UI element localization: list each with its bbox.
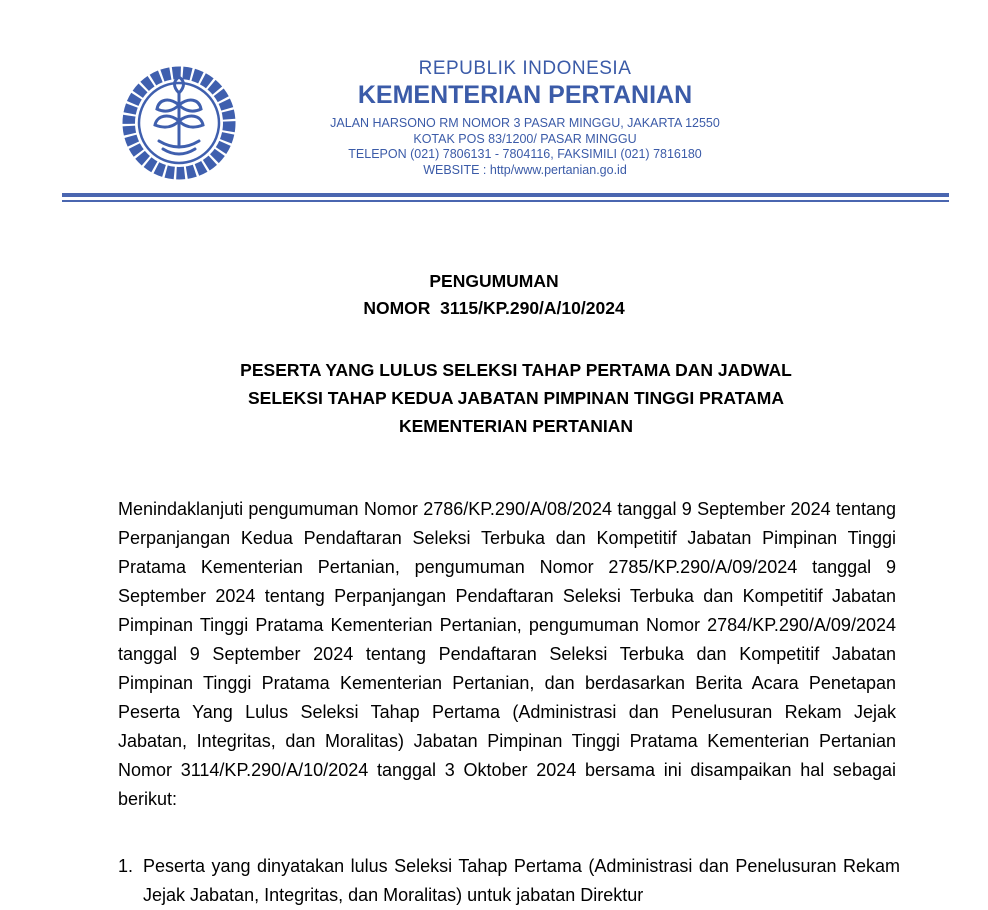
body-paragraph: Menindaklanjuti pengumuman Nomor 2786/KP.290/A/08/2024 tanggal 9 September 2024 tentang Perpanjangan Kedua Pendaftaran Seleksi Terbuka dan Kompetitif Jabatan Pimpinan Tinggi Pratama Kementerian Pertanian, pengumuman Nomor 2785/KP.290/A/09/2024 tanggal 9 September 2024 tentang Perpanjangan Pendaftaran Seleksi Terbuka dan Kompetitif Jabatan Pimpinan Tinggi Pratama Kementerian Pertanian, pengumuman Nomor 2784/KP.290/A/09/2024 tanggal 9 September 2024 tentang Pendaftaran Seleksi Terbuka dan Kompetitif Jabatan Pimpinan Tinggi Pratama Kementerian Pertanian, dan berdasarkan Berita Acara Penetapan Peserta Yang Lulus Seleksi Tahap Pertama (Administrasi dan Penelusuran Rekam Jejak Jabatan, Integritas, dan Moralitas) Jabatan Pimpinan Tinggi Pratama Kementerian Pertanian Nomor 3114/KP.290/A/10/2024 tanggal 3 Oktober 2024 bersama ini disampaikan hal sebagai berikut: [118, 499, 896, 809]
document-subject [0, 356, 988, 440]
letterhead-phone-line: TELEPON (021) 7806131 - 7804116, FAKSIMILI (021) 7816180 [348, 147, 702, 161]
letterhead-divider-thick [62, 193, 949, 197]
letterhead-ministry: KEMENTERIAN PERTANIAN [357, 81, 693, 109]
subject-line-2: SELEKSI TAHAP KEDUA JABATAN PIMPINAN TINGGI PRATAMA [247, 388, 785, 408]
list-item-text: Peserta yang dinyatakan lulus Seleksi Tahap Pertama (Administrasi dan Penelusuran Rekam Jejak Jabatan, Integritas, dan Moralitas) untuk jabatan Direktur [143, 856, 900, 905]
subject-line-3: KEMENTERIAN PERTANIAN [399, 416, 633, 436]
letterhead-website-line: WEBSITE : http/www.pertanian.go.id [423, 162, 627, 177]
announcement-number: NOMOR 3115/KP.290/A/10/2024 [363, 298, 625, 318]
list-item [118, 852, 900, 910]
letterhead-divider-thin [62, 200, 949, 202]
body-list [118, 852, 900, 910]
letterhead [290, 58, 760, 178]
letterhead-country: REPUBLIK INDONESIA [418, 58, 632, 79]
announcement-heading [0, 268, 988, 322]
announcement-label: PENGUMUMAN [429, 271, 559, 291]
ministry-seal-icon [119, 63, 239, 183]
list-item-number: 1. [118, 856, 134, 876]
letterhead-address-line2: KOTAK POS 83/1200/ PASAR MINGGU [413, 131, 637, 146]
subject-line-1: PESERTA YANG LULUS SELEKSI TAHAP PERTAMA DAN JADWAL [240, 360, 792, 380]
letterhead-address-line1: JALAN HARSONO RM NOMOR 3 PASAR MINGGU, JAKARTA 12550 [330, 116, 720, 130]
